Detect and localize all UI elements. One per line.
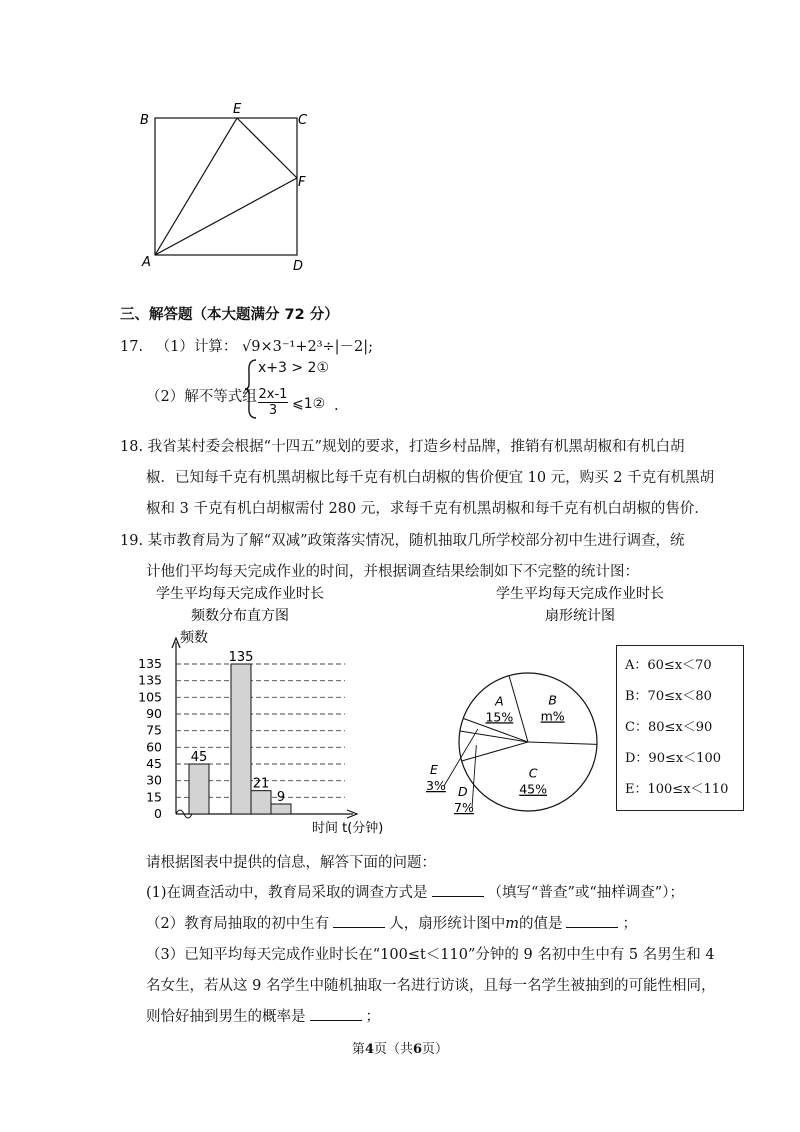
- q19-sub3-line1: （3）已知平均每天完成作业时长在“100≤t＜110”分钟的 9 名初中生中有 5 名男生和 4: [146, 947, 715, 963]
- q17-part1: [120, 335, 373, 356]
- footer-pre: 第: [351, 1042, 365, 1057]
- q17-part1-label: （1）计算：: [155, 339, 238, 355]
- y-tick-label: 135: [138, 656, 162, 671]
- bar-value-label: 135: [228, 650, 254, 665]
- pie-value-e: 3%: [426, 778, 446, 793]
- histogram-title-line1: 学生平均每天完成作业时长: [156, 586, 324, 602]
- q19-sub3-text: 则恰好抽到男生的概率是: [146, 1009, 306, 1025]
- pie-leader-line: [472, 745, 476, 808]
- y-tick-label: 135: [138, 672, 162, 688]
- pie-slice-boundary: [528, 742, 597, 744]
- q19-sub2: [146, 912, 637, 933]
- bar-value-label: 21: [252, 776, 270, 792]
- segment-ae: [155, 118, 237, 255]
- inequality-1: x+3 > 2①: [258, 360, 330, 376]
- answer-blank-2[interactable]: [333, 913, 385, 928]
- point-e: E: [233, 102, 242, 117]
- y-tick-label: 30: [146, 772, 162, 788]
- ineq-end: .: [334, 398, 339, 414]
- q19-sub2-end: ；: [622, 916, 637, 932]
- legend-item-e: E：100≤x＜110: [625, 782, 729, 797]
- q19-sub2-m: m: [505, 916, 519, 932]
- q19-sub2-text-b: 人，扇形统计图中: [389, 916, 506, 932]
- q19-line2: 计他们平均每天完成作业的时间，并根据调查结果绘制如下不完整的统计图：: [146, 564, 639, 580]
- bar-value-label: 9: [276, 790, 286, 805]
- ineq2-numerator: 2x-1: [258, 387, 288, 402]
- inequality-2-rel: ⩽1②: [292, 396, 326, 412]
- pie-value-b: m%: [540, 708, 565, 724]
- geometry-figure: [130, 100, 320, 280]
- q19-sub2-text: （2）教育局抽取的初中生有: [146, 916, 330, 932]
- footer-post: 页）: [422, 1042, 449, 1057]
- square-abcd: [155, 118, 297, 255]
- histogram-title-line2: 频数分布直方图: [191, 608, 289, 624]
- q19-sub3-line3: [146, 1005, 380, 1026]
- pie-title-line2: 扇形统计图: [545, 608, 615, 624]
- q19-sub1-text: (1)在调查活动中，教育局采取的调查方式是: [146, 885, 428, 901]
- pie-title-line1: 学生平均每天完成作业时长: [496, 586, 664, 602]
- q18-line2: 椒．已知每千克有机黑胡椒比每千克有机白胡椒的售价便宜 10 元，购买 2 千克有机黑胡: [146, 470, 715, 486]
- histogram-x-label: 时间 t(分钟): [312, 821, 384, 836]
- segment-ef: [237, 118, 297, 178]
- legend-item-b: B：70≤x＜80: [625, 689, 712, 704]
- pie-slice-boundary: [460, 731, 528, 742]
- pie-label-d: D: [458, 784, 468, 799]
- legend-item-c: C：80≤x＜90: [625, 720, 713, 735]
- q19-intro: 请根据图表中提供的信息，解答下面的问题：: [146, 855, 436, 871]
- point-f: F: [298, 175, 306, 190]
- y-tick-label: 15: [146, 789, 162, 805]
- q19-sub3-end: ；: [365, 1009, 380, 1025]
- histogram-y-label: 频数: [180, 630, 208, 646]
- point-b: B: [140, 113, 149, 128]
- footer-total-pages: 6: [413, 1042, 423, 1057]
- point-c: C: [298, 113, 308, 128]
- pie-label-a: A: [495, 693, 504, 709]
- legend-item-d: D：90≤x＜100: [625, 751, 722, 766]
- y-tick-label: 105: [138, 689, 162, 705]
- pie-label-e: E: [430, 762, 438, 777]
- footer-mid: 页（共: [373, 1042, 413, 1057]
- page-footer: [0, 1038, 800, 1057]
- histogram-bar: [189, 764, 209, 814]
- pie-value-d: 7%: [454, 800, 474, 815]
- pie-value-a: 15%: [485, 709, 514, 725]
- q18-line1: 18. 我省某村委会根据“十四五”规划的要求，打造乡村品牌，推销有机黑胡椒和有机白胡: [120, 439, 685, 455]
- pie-slice-boundary: [462, 742, 528, 761]
- q19-sub3-line2: 名女生，若从这 9 名学生中随机抽取一名进行访谈，且每一名学生被抽到的可能性相同，: [146, 978, 716, 994]
- segment-af: [155, 178, 297, 255]
- bar-value-label: 45: [190, 750, 208, 765]
- q17-part1-expr: √9×3⁻¹+2³÷|－2|;: [242, 339, 374, 355]
- y-tick-label: 45: [146, 756, 162, 771]
- ineq2-fraction: [258, 387, 288, 418]
- q18-line3: 椒和 3 千克有机白胡椒需付 280 元，求每千克有机黑胡椒和每千克有机白胡椒的售价．: [146, 501, 709, 517]
- histogram-chart: [138, 582, 384, 840]
- histogram-bar: [231, 664, 251, 814]
- pie-legend: [616, 645, 744, 811]
- legend-item-a: A：60≤x＜70: [625, 658, 712, 673]
- answer-blank-3[interactable]: [566, 913, 618, 928]
- histogram-bar: [251, 791, 271, 814]
- q17-number: 17.: [120, 339, 144, 355]
- footer-page-number: 4: [364, 1042, 374, 1057]
- y-tick-label: 60: [146, 739, 162, 755]
- q19-sub1-hint: （填写“普查”或“抽样调查”）；: [487, 885, 684, 901]
- pie-label-c: C: [528, 765, 538, 781]
- q19-sub2-text-c: 的值是: [518, 916, 563, 932]
- section-title: 三、解答题（本大题满分 72 分）: [120, 307, 339, 323]
- ineq2-denominator: 3: [268, 403, 278, 418]
- y-tick-label: 75: [146, 722, 162, 738]
- q19-sub1: [146, 881, 684, 902]
- q19-line1: 19. 某市教育局为了解“双减”政策落实情况，随机抽取几所学校部分初中生进行调查，统: [120, 533, 685, 549]
- q17-part2-label: （2）解不等式组: [146, 389, 257, 405]
- pie-label-b: B: [548, 692, 557, 708]
- y-tick-label: 90: [146, 706, 162, 721]
- pie-chart: [420, 582, 664, 830]
- point-d: D: [293, 259, 304, 274]
- histogram-bar: [271, 804, 291, 814]
- y-tick-label: 0: [154, 806, 162, 821]
- answer-blank-4[interactable]: [310, 1006, 362, 1021]
- answer-blank-1[interactable]: [432, 882, 484, 897]
- point-a: A: [142, 255, 151, 270]
- system-brace: [244, 358, 258, 420]
- pie-value-c: 45%: [519, 781, 548, 797]
